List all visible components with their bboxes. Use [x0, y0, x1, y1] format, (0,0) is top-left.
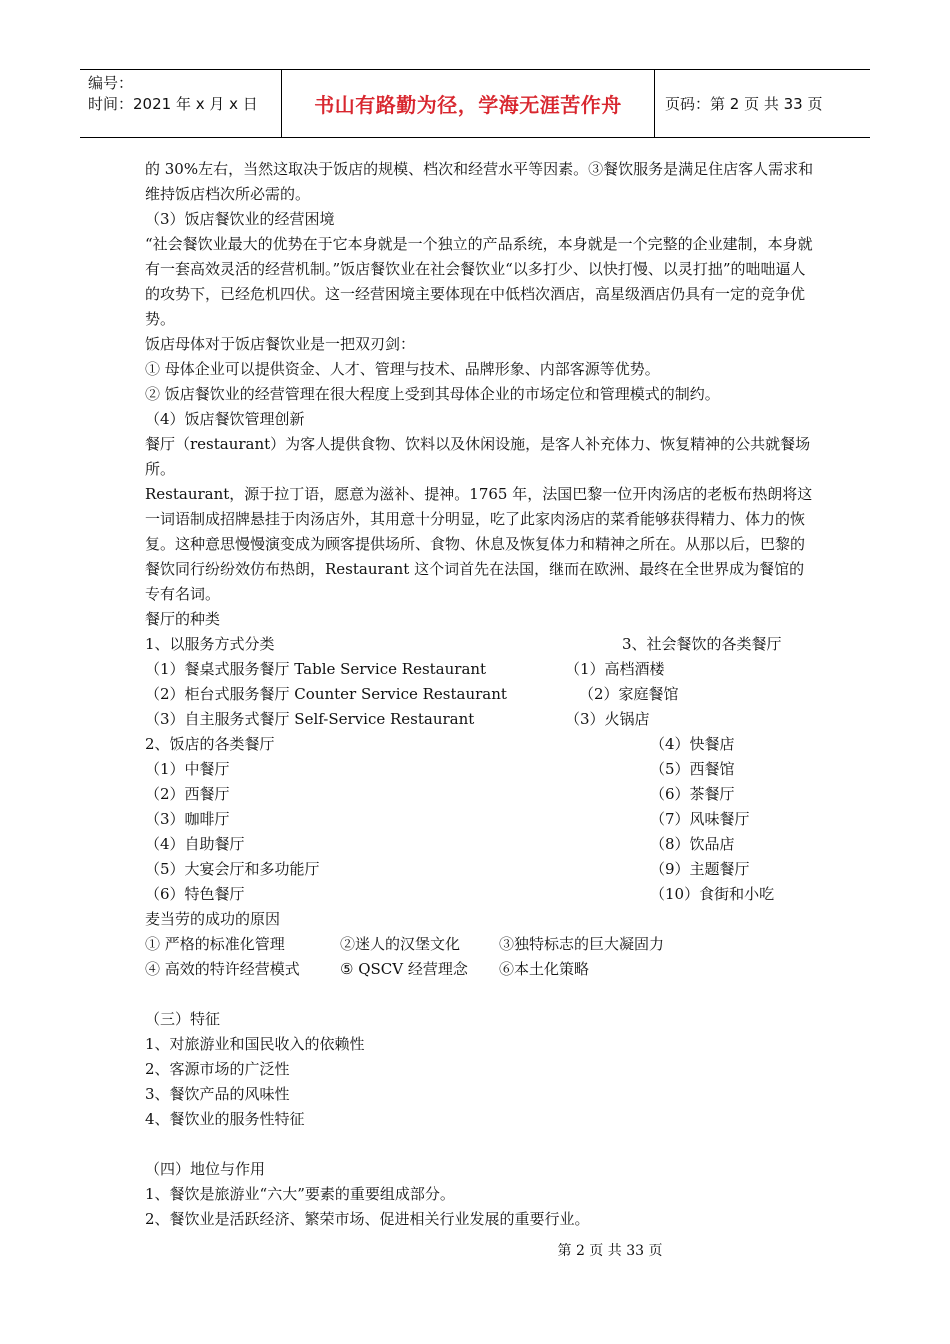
page-footer: [0, 1240, 950, 1260]
paragraph: Restaurant，源于拉丁语，愿意为滋补、提神。1765 年，法国巴黎一位开肉汤店的老板布热朗将这一词语制成招牌悬挂于肉汤店外，其用意十分明显，吃了此家肉汤店的菜肴能够获得精力、体力的恢复。这种意思慢慢演变成为顾客提供场所、食物、休息及恢复体力和精神之所在。从那以后，巴黎的餐饮同行纷纷效仿布热朗，Restaurant 这个词首先在法国，继而在欧洲、最终在全世界成为餐馆的专有名词。: [145, 485, 813, 603]
paragraph: 餐厅（restaurant）为客人提供食物、饮料以及休闲设施，是客人补充体力、恢复精神的公共就餐场所。: [145, 435, 811, 478]
types-cell: （2）柜台式服务餐厅 Counter Service Restaurant: [145, 685, 507, 703]
types-cell: （2）家庭餐馆: [579, 685, 679, 703]
types-row: [145, 657, 815, 682]
list-item: ① 母体企业可以提供资金、人才、管理与技术、品牌形象、内部客源等优势。: [145, 360, 660, 378]
types-cell: （3）火锅店: [565, 710, 650, 728]
mcd-item: ②迷人的汉堡文化: [340, 935, 461, 953]
types-cell: （4）自助餐厅: [145, 835, 245, 853]
list-item: 1、餐饮是旅游业“六大”要素的重要组成部分。: [145, 1185, 455, 1203]
types-row: [145, 732, 815, 757]
types-cell: （4）快餐店: [650, 735, 735, 753]
mcd-item: ① 严格的标准化管理: [145, 935, 285, 953]
header-motto: 书山有路勤为径，学海无涯苦作舟: [282, 70, 655, 137]
header-time: 时间：2021 年 x 月 x 日: [88, 95, 258, 113]
section-heading: 麦当劳的成功的原因: [145, 910, 281, 928]
types-cell: （5）大宴会厅和多功能厅: [145, 860, 320, 878]
section-heading: （四）地位与作用: [145, 1160, 266, 1178]
types-cell: （2）西餐厅: [145, 785, 230, 803]
types-cell: （1）高档酒楼: [565, 660, 665, 678]
header-number: 编号：: [88, 74, 134, 92]
page-header: [80, 69, 870, 138]
types-cell: 1、以服务方式分类: [145, 635, 275, 653]
mcd-row: [145, 957, 815, 982]
types-cell: （5）西餐馆: [650, 760, 735, 778]
types-cell: 2、饭店的各类餐厅: [145, 735, 275, 753]
restaurant-types: [145, 632, 815, 907]
types-row: [145, 782, 815, 807]
list-item: 3、餐饮产品的风味性: [145, 1085, 290, 1103]
types-cell: （9）主题餐厅: [650, 860, 750, 878]
types-cell: （6）茶餐厅: [650, 785, 735, 803]
mcd-item: ⑤ QSCV 经营理念: [340, 960, 468, 978]
types-cell: （8）饮品店: [650, 835, 735, 853]
types-row: [145, 857, 815, 882]
footer-page-number: 第 2 页 共 33 页: [557, 1243, 663, 1259]
types-row: [145, 682, 815, 707]
types-cell: （3）咖啡厅: [145, 810, 230, 828]
paragraph: “社会餐饮业最大的优势在于它本身就是一个独立的产品系统，本身就是一个完整的企业建制，本身就有一套高效灵活的经营机制。”饭店餐饮业在社会餐饮业“以多打少、以快打慢、以灵打拙”的咄咄逼人的攻势下，已经危机四伏。这一经营困境主要体现在中低档次酒店，高星级酒店仍具有一定的竞争优势。: [145, 235, 813, 328]
types-cell: （1）中餐厅: [145, 760, 230, 778]
mcd-item: ③独特标志的巨大凝固力: [499, 935, 665, 953]
list-item: 1、对旅游业和国民收入的依赖性: [145, 1035, 365, 1053]
types-row: [145, 832, 815, 857]
section-heading: （3）饭店餐饮业的经营困境: [145, 210, 335, 228]
mcd-item: ⑥本土化策略: [499, 960, 590, 978]
list-item: 2、客源市场的广泛性: [145, 1060, 290, 1078]
types-row: [145, 632, 815, 657]
types-cell: （3）自主服务式餐厅 Self-Service Restaurant: [145, 710, 475, 728]
section-heading: （三）特征: [145, 1010, 221, 1028]
list-item: 4、餐饮业的服务性特征: [145, 1110, 305, 1128]
list-item: ② 饭店餐饮业的经营管理在很大程度上受到其母体企业的市场定位和管理模式的制约。: [145, 385, 720, 403]
paragraph: 的 30%左右，当然这取决于饭店的规模、档次和经营水平等因素。③餐饮服务是满足住店客人需求和维持饭店档次所必需的。: [145, 160, 814, 203]
types-row: [145, 807, 815, 832]
paragraph: 饭店母体对于饭店餐饮业是一把双刃剑：: [145, 335, 416, 353]
section-heading: （4）饭店餐饮管理创新: [145, 410, 305, 428]
types-row: [145, 757, 815, 782]
types-cell: （1）餐桌式服务餐厅 Table Service Restaurant: [145, 660, 487, 678]
document-body: [145, 157, 815, 1232]
types-cell: （6）特色餐厅: [145, 885, 245, 903]
types-row: [145, 882, 815, 907]
mcd-row: [145, 932, 815, 957]
section-heading: 餐厅的种类: [145, 610, 221, 628]
list-item: 2、餐饮业是活跃经济、繁荣市场、促进相关行业发展的重要行业。: [145, 1210, 590, 1228]
header-page-number: 页码：第 2 页 共 33 页: [665, 95, 823, 113]
types-cell: （7）风味餐厅: [650, 810, 750, 828]
types-cell: （10）食街和小吃: [650, 885, 775, 903]
mcd-item: ④ 高效的特许经营模式: [145, 960, 300, 978]
header-meta: [80, 70, 282, 137]
types-cell: 3、社会餐饮的各类餐厅: [622, 635, 782, 653]
types-row: [145, 707, 815, 732]
